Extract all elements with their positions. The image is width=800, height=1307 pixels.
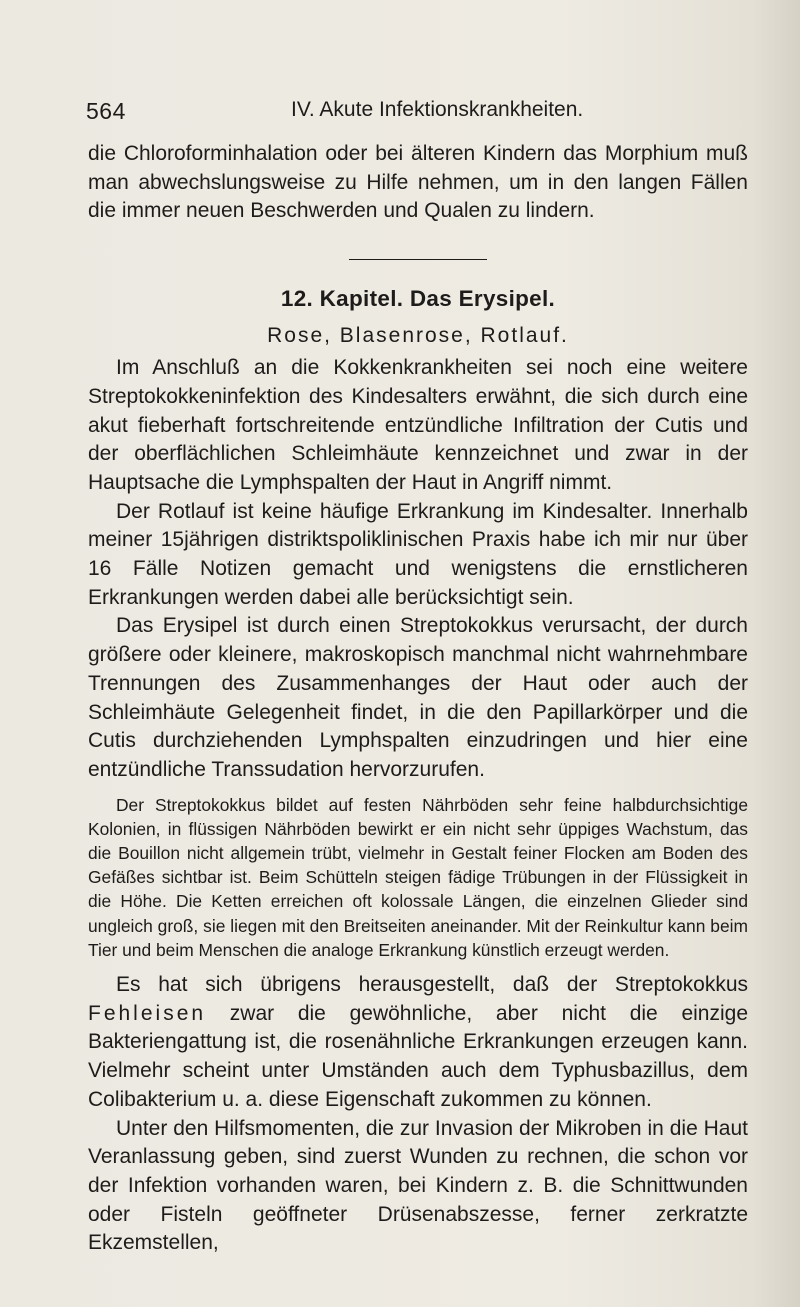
page-body [88, 140, 748, 1258]
paragraph-intro-erysipel: Im Anschluß an die Kokkenkrankheiten sei noch eine weitere Streptokokkeninfektion des Kindesalters erwähnt, die sich durch eine akut fieberhaft fortschreitende entzündliche Infiltration der Cutis und der oberflächlichen Schleimhäute kennzeichnet und zwar in der Hauptsache die Lymphspalten der Haut in Angriff nimmt. [88, 356, 748, 494]
paragraph-fehleisen [88, 971, 748, 1115]
chapter-title: 12. Kapitel. Das Erysipel. [280, 286, 556, 312]
author-name-fehleisen: Fehleisen [88, 1001, 207, 1025]
paragraph-fehleisen-end: zwar die gewöhnliche, aber nicht die einzige Bakteriengattung ist, die rosenähnliche Erkrankungen erzeugen kann. Vielmehr scheint unter Umständen auch dem Typhusbazillus, dem Colibakterium u. a. diese Eigenschaft zukommen zu können. [88, 1001, 748, 1111]
paragraph-cause: Das Erysipel ist durch einen Streptokokkus verursacht, der durch größere oder kleinere, makroskopisch manchmal nicht wahrnehmbare Trennungen des Zusammenhanges der Haut oder auch der Schleimhäute Gelegenheit findet, in die den Papillarkörper und die Cutis durchziehenden Lymphspalten einzudringen und hier eine entzündliche Transsudation hervorzurufen. [88, 614, 748, 781]
section-divider [349, 259, 487, 260]
page-header [86, 98, 800, 132]
paragraph-frequency: Der Rotlauf ist keine häufige Erkrankung im Kindesalter. Innerhalb meiner 15jährigen distriktspoliklinischen Praxis habe ich mir nur über 16 Fälle Notizen gemacht und wenigstens die ernstlicheren Erkrankungen werden dabei alle berücksichtigt sein. [88, 499, 748, 609]
small-print-note: Der Streptokokkus bildet auf festen Nährböden sehr feine halbdurchsichtige Kolonien, in flüssigen Nährböden bewirkt er ein nicht sehr üppiges Wachstum, das die Bouillon nicht allgemein trübt, vielmehr in Gestalt feiner Flocken am Boden des Gefäßes sichtbar ist. Beim Schütteln steigen fädige Trübungen in der Flüssigkeit in die Höhe. Die Ketten erreichen oft kolossale Längen, die einzelnen Glieder sind ungleich groß, sie liegen mit den Breitseiten aneinander. Mit der Reinkultur kann beim Tier und beim Menschen die analoge Erkrankung künstlich erzeugt werden. [88, 794, 748, 960]
chapter-subtitle: Rose, Blasenrose, Rotlauf. [267, 324, 569, 348]
running-title: IV. Akute Infektionskrankheiten. [291, 98, 584, 121]
intro-paragraph: die Chloroforminhalation oder bei älteren Kindern das Morphium muß man abwechslungsweise zu Hilfe nehmen, um in den langen Fällen die immer neuen Beschwerden und Qualen zu lindern. [88, 142, 748, 223]
paragraph-fehleisen-start: Es hat sich übrigens herausgestellt, daß der Streptokokkus [116, 973, 748, 997]
paragraph-invasion: Unter den Hilfsmomenten, die zur Invasion der Mikroben in die Haut Veranlassung geben, sind zuerst Wunden zu rechnen, die schon vor der Infektion vorhanden waren, bei Kindern z. B. die Schnittwunden oder Fisteln geöffneter Drüsenabszesse, ferner zerkratzte Ekzemstellen, [88, 1116, 748, 1255]
page-number: 564 [86, 98, 126, 124]
